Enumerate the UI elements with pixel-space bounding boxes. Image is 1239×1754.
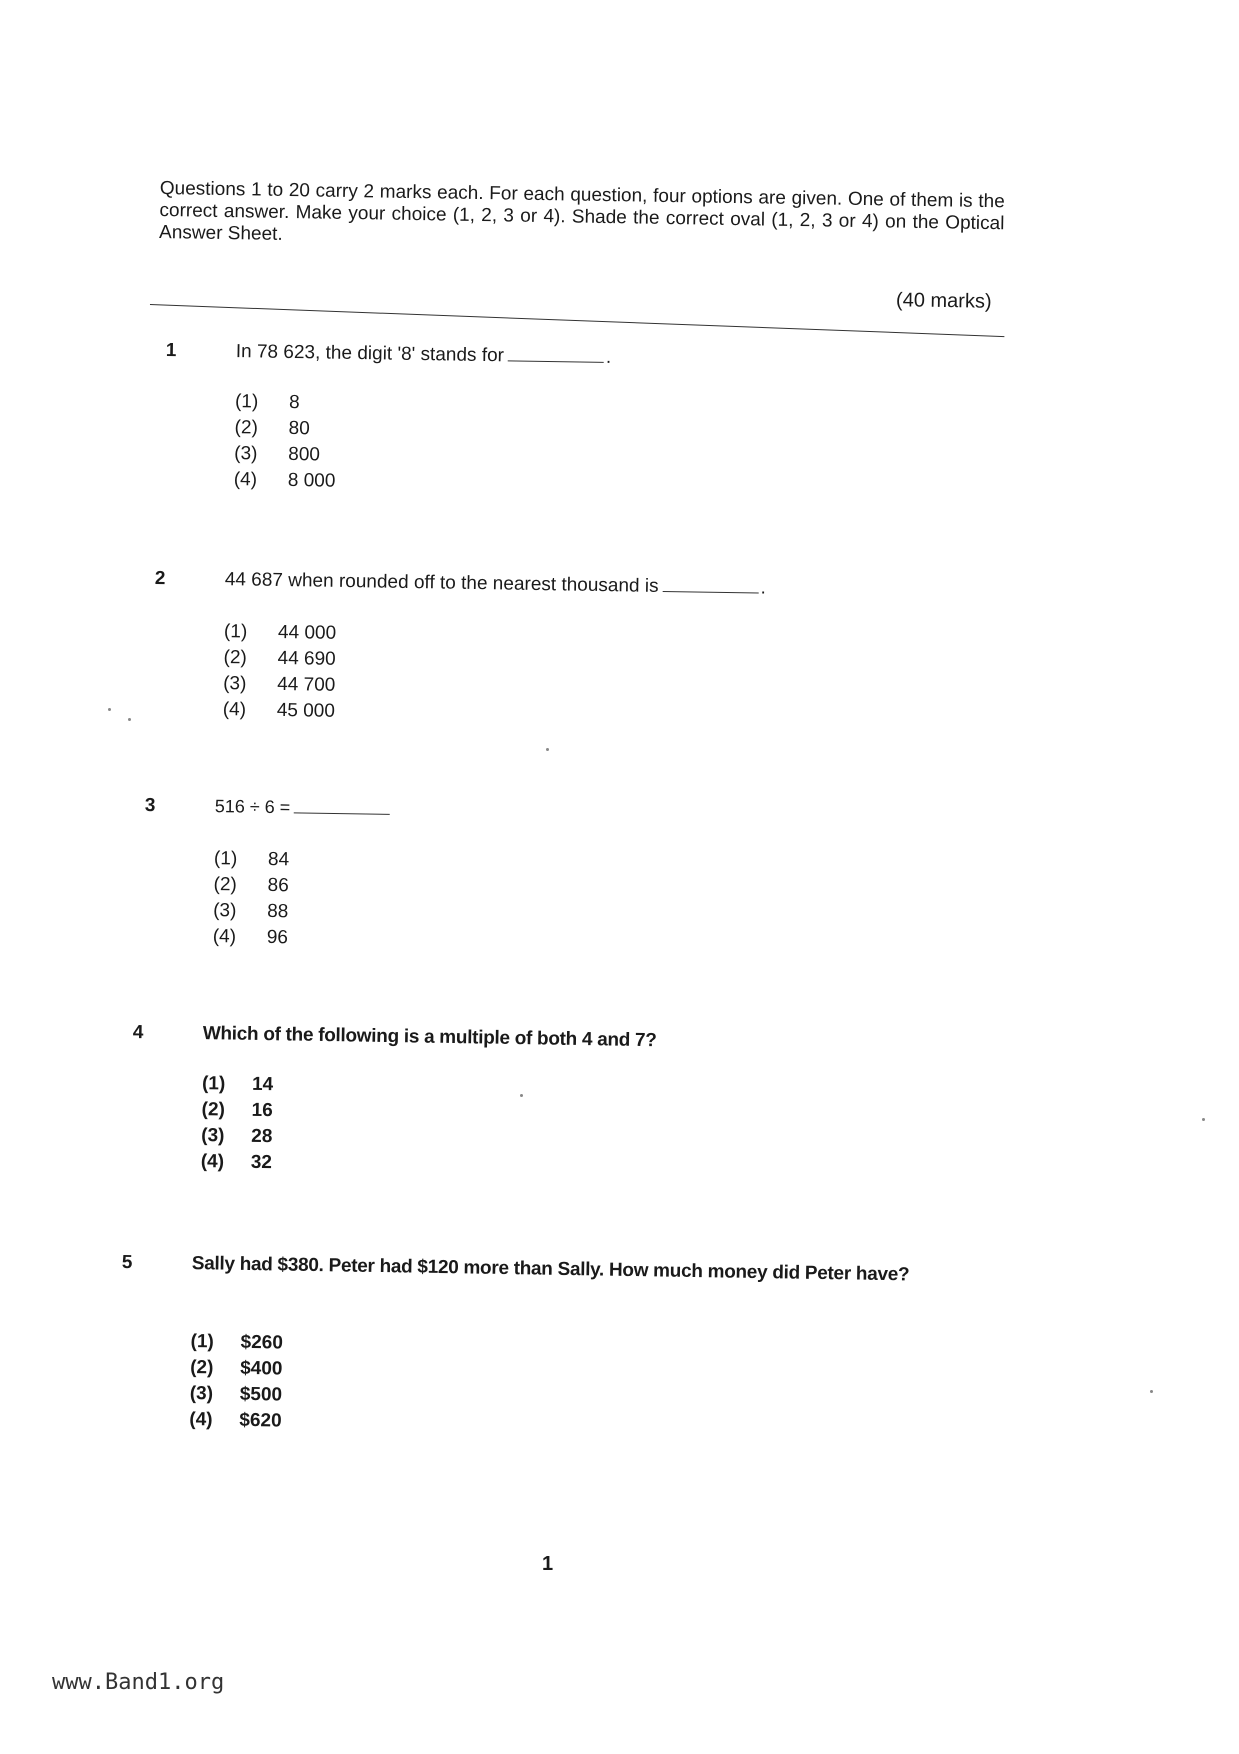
scan-speck: [1150, 1390, 1153, 1393]
question-stem: Which of the following is a multiple of both 4 and 7?: [202, 1023, 657, 1052]
question-1: [165, 340, 1046, 492]
scan-speck: [128, 718, 131, 721]
options-list: [213, 846, 290, 951]
question-number: 3: [144, 795, 156, 817]
question-text: [225, 569, 985, 602]
option-1: (1) $260: [190, 1331, 284, 1354]
section-divider: [150, 304, 1004, 337]
scan-speck: [1202, 1118, 1205, 1121]
question-end: .: [605, 346, 612, 368]
option-4: (4) $620: [189, 1409, 282, 1432]
scan-speck: [520, 1094, 523, 1097]
question-stem: In 78 623, the digit '8' stands for: [235, 341, 505, 367]
question-4: [132, 1022, 1013, 1174]
answer-blank: [662, 577, 758, 594]
instructions: Questions 1 to 20 carry 2 marks each. For each question, four options are given. One of them is the correct answer. Make your choice (1, 2, 3 or 4). Shade the correct oval (1, 2, 3 or 4) on the Optical Answer Sheet.: [158, 178, 1005, 245]
question-text: [215, 796, 975, 829]
question-text: [203, 1023, 963, 1056]
option-4: (4) 32: [200, 1151, 273, 1174]
question-number: 4: [132, 1022, 144, 1044]
options-list: [189, 1329, 283, 1434]
page-number: 1: [542, 1553, 554, 1575]
option-2: (2) 86: [213, 874, 289, 897]
question-stem: 44 687 when rounded off to the nearest thousand is: [224, 569, 659, 597]
answer-blank: [508, 346, 604, 363]
options-list: [201, 1071, 274, 1176]
question-5: [121, 1252, 1002, 1432]
question-stem: Sally had $380. Peter had $120 more than Sally. How much money did Peter have?: [191, 1253, 910, 1286]
question-stem: 516 ÷ 6 =: [214, 796, 291, 818]
option-1: (1) 44 000: [223, 621, 337, 644]
question-end: .: [760, 577, 767, 599]
option-3: (3) 28: [201, 1125, 273, 1148]
option-1: (1) 84: [213, 848, 290, 871]
footer-url: www.Band1.org: [52, 1670, 225, 1695]
question-2: [154, 568, 1035, 722]
total-marks: (40 marks): [895, 289, 992, 313]
answer-blank: [294, 798, 390, 815]
options-list: [223, 619, 337, 725]
question-text: [236, 341, 996, 374]
question-number: 1: [165, 340, 177, 362]
scan-speck: [108, 708, 111, 711]
option-4: (4) 45 000: [222, 699, 336, 722]
option-4: (4) 96: [212, 926, 289, 949]
scan-speck: [546, 748, 549, 751]
question-number: 2: [154, 568, 166, 590]
option-4: (4) 8 000: [233, 469, 336, 492]
option-3: (3) $500: [189, 1383, 283, 1406]
option-3: (3) 88: [213, 900, 289, 923]
option-2: (2) 16: [201, 1099, 273, 1122]
option-3: (3) 44 700: [223, 673, 336, 696]
option-2: (2) 80: [234, 417, 310, 440]
option-2: (2) $400: [190, 1357, 283, 1380]
option-3: (3) 800: [234, 443, 321, 466]
question-number: 5: [121, 1252, 133, 1274]
option-2: (2) 44 690: [223, 647, 336, 670]
option-1: (1) 8: [234, 391, 300, 414]
options-list: [234, 389, 337, 495]
question-text: [192, 1253, 952, 1286]
option-1: (1) 14: [201, 1073, 274, 1096]
question-3: [144, 795, 1025, 949]
